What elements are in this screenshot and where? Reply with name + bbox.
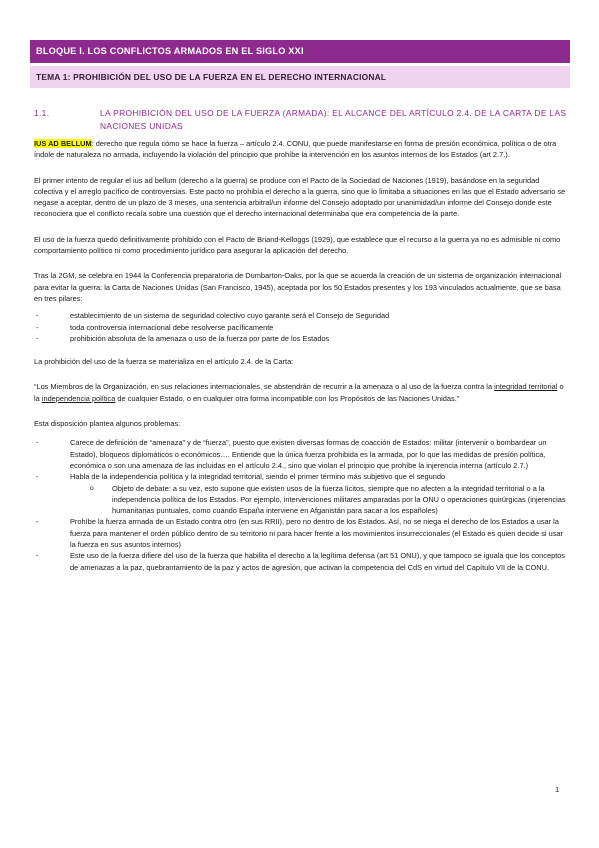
list-item: - Este uso de la fuerza difiere del uso de la fuerza que habilita el derecho a la legítima defensa (art 51 ONU), y que tampoco se iguala que los conceptos de amenazas a la paz, quebrantamiento de la paz y actos de agresión, que activan la competencia del CdS en virtud del Capítulo VII de la CONU. [34,550,570,573]
paragraph-briand-kellogg: El uso de la fuerza quedó definitivamente prohibido con el Pacto de Briand-Kelloggs (1929), que establece que el recurso a la guerra ya no es admisible ni como comportamiento político ni como procedimiento jurídico para asegurar la aplicación del derecho. [34,234,561,256]
paragraph-problems-intro: Esta disposición plantea algunos problemas: [34,419,181,429]
paragraph-dumbarton-oaks: Tras la 2GM, se celebra en 1944 la Conferencia preparatoria de Dumbarton-Oaks, por la que se acuerda la creación de un sistema de organización internacional para evitar la guerra: la Carta de Naciones Unidas (San Francisco, 1945), aceptada por los 50 Estados presentes y los 193 vinculados actualmente, que se basa en tres pilares: [34,271,562,303]
list-item: - Carece de definición de “amenaza” y de “fuerza”, puesto que existen diversas formas de coacción de Estados: militar (intervenir o bombardear un Estado), bloqueos diplomáticos o económicos…. Entiende que la única fuerza prohibida es la armada, por lo que las medidas de presión política, económica o son una amenaza de las incluidas en el artículo 2.4., sino que violan el principio que prohíbe la injerencia interna (artículo 2.7.) [34,437,570,471]
tema-heading: TEMA 1: PROHIBICIÓN DEL USO DE LA FUERZA EN EL DERECHO INTERNACIONAL [30,66,570,88]
list-item: - Prohíbe la fuerza armada de un Estado contra otro (en sus RRII), pero no dentro de los Estados. Así, no se niega el derecho de los Estados a usar la fuerza para mantener el orden público dentro de su territorio ni para hacer frente a los movimientos insurreccionales (el Estado es quien decide si usar la fuerza en sus asuntos internos) [34,516,570,550]
highlighted-term: IUS AD BELLUM [34,139,92,148]
underlined-term: independencia política [41,393,116,403]
pillars-list [34,310,570,344]
section-number: 1.1. [34,108,50,118]
body-text [34,138,570,585]
block-heading: BLOQUE I. LOS CONFLICTOS ARMADOS EN EL SIGLO XXI [30,40,570,63]
problems-list [34,437,570,573]
paragraph-text: : derecho que regula cómo se hace la fuerza – artículo 2.4. CONU, que puede manifestarse en forma de presión económica, política o de otra índole de naturaleza no armada, incluyendo la violación del principio que prohíbe la intervención en los asuntos internos de los Estados (art 2.7.). [34,139,557,160]
quote-article-2-4: “Los Miembros de la Organización, en sus relaciones internacionales, se abstendrán de recurrir a la amenaza o al uso de la fuerza contra la integridad territorial o la independencia política de cualquier Estado, o en cualquier otra forma incompatible con los Propósitos de las Naciones Unidas.” [34,382,564,403]
sublist-item: o Objeto de debate: a su vez, esto supone que existen usos de la fuerza lícitos, siempre que no afecten a la integridad territorial o a la independencia política de los Estados. Por ejemplo, intervenciones militares amparadas por la ONU o operaciones quirúrgicas (injerencias humanitarias puntuales, como cuando España interviene en Afganistán para sacar a los españoles) [88,483,570,517]
underlined-term: integridad territorial [494,382,558,392]
paragraph-article-2-4: La prohibición del uso de la fuerza se materializa en el artículo 2.4. de la Carta: [34,357,294,367]
list-item: - toda controversia internacional debe resolverse pacíficamente [34,322,570,333]
paragraph-sociedad-naciones: El primer intento de regular el ius ad bellum (derecho a la guerra) se produce con el Pacto de la Sociedad de Naciones (1919), basándose en la seguridad colectiva y el arreglo pacífico de controversias. Este pacto no prohibía el derecho a la guerra, sino que lo limitaba a situaciones en las que el Estado adversario se negase a aceptar, dentro de un plazo de 3 meses, una sentencia arbitral/un informe del Consejo adoptado por unanimidad/un informe del Consejo donde este reconociera que el conflicto recaía sobre una cuestión que el derecho internacional determinaba que era competencia de la parte. [34,175,566,219]
list-item: - establecimiento de un sistema de seguridad colectivo cuyo garante será el Consejo de Seguridad [34,310,570,321]
list-item: - prohibición absoluta de la amenaza o uso de la fuerza por parte de los Estados [34,333,570,344]
paragraph-ius-ad-bellum [34,138,570,161]
page-number: 1 [555,785,560,794]
section-title: LA PROHIBICIÓN DEL USO DE LA FUERZA (ARMADA): EL ALCANCE DEL ARTÍCULO 2.4. DE LA CARTA DE LAS NACIONES UNIDAS [100,108,567,131]
section-heading [34,107,574,133]
sublist [70,483,570,517]
list-item: - Habla de la independencia política y la integridad territorial, siendo el primer término más subjetivo que el segundo o Objeto de debate: a su vez, esto supone que existen usos de la fuerza lícitos, siempre que no afecten a la integridad territorial o a la independencia política de los Estados. Por ejemplo, intervenciones militares amparadas por la ONU o operaciones quirúrgicas (injerencias humanitarias puntuales, como cuando España interviene en Afganistán para sacar a los españoles) [34,471,570,516]
